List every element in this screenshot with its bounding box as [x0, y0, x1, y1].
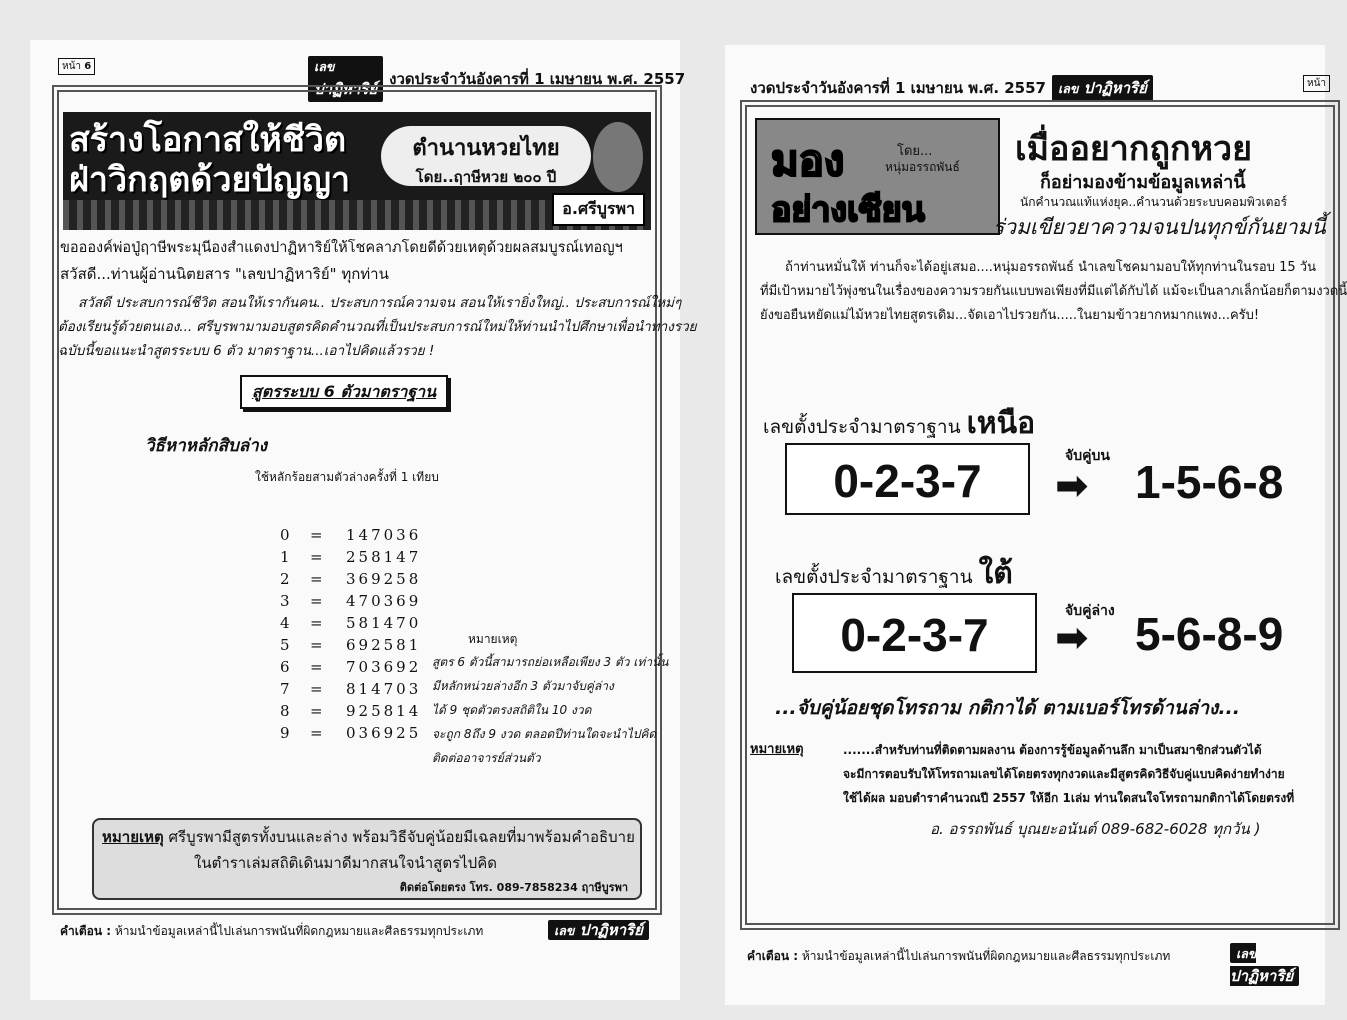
- row-key: 5: [280, 636, 293, 654]
- row-value: 581470: [346, 614, 422, 632]
- equals-sign: =: [310, 702, 326, 720]
- intro-paragraph-1: ถ้าท่านหมั่นให้ ท่านก็จะได้อยู่เสมอ....หนุ่มอรรถพันธ์ นำเลขโชคมามอบให้ทุกท่านในรอบ 15 วัน: [785, 260, 1316, 275]
- footer-note-label: หมายเหตุ: [102, 828, 164, 846]
- column-logo-top: มอง: [771, 136, 845, 185]
- note-line: .......สำหรับท่านที่ติดตามผลงาน ต้องการรู้ข้อมูลด้านลึก มาเป็นสมาชิกส่วนตัวได้: [843, 743, 1262, 757]
- upper-numbers: 0-2-3-7: [785, 443, 1030, 515]
- page-number: 6: [84, 61, 92, 72]
- row-value: 369258: [346, 570, 422, 588]
- row-key: 3: [280, 592, 293, 610]
- lower-numbers: 0-2-3-7: [792, 593, 1037, 673]
- intro-paragraph-3: ฉบับนี้ขอแนะนำสูตรระบบ 6 ตัว มาตราฐาน...เอาไปคิดแล้วรวย !: [58, 343, 435, 359]
- row-key: 0: [280, 526, 293, 544]
- lower-result: 5-6-8-9: [1135, 608, 1284, 660]
- equals-sign: =: [310, 658, 326, 676]
- right-page: [725, 45, 1347, 1005]
- row-value: 925814: [346, 702, 422, 720]
- page-number-badge: [58, 58, 95, 75]
- row-value: 814703: [346, 680, 422, 698]
- formula-title-box: สูตรระบบ 6 ตัวมาตราฐาน: [240, 375, 448, 409]
- note-line: มีหลักหน่วยล่างอีก 3 ตัวมาจับคู่ล่าง: [432, 679, 614, 693]
- equals-sign: =: [310, 570, 326, 588]
- row-key: 2: [280, 570, 293, 588]
- intro-paragraph-2: ที่มีเป้าหมายไว้พุ่งชนในเรื่องของความรวยกันแบบพอเพียงที่มีแต่ได้กับได้ แม้จะเป็นลาภเล็กน้อยก็ตามงวดนี้: [760, 284, 1347, 299]
- magazine-logo: เลข ปาฏิหาริย์: [1052, 75, 1153, 101]
- column-logo: [755, 118, 1000, 235]
- footer-contact: ติดต่อโดยตรง โทร. 089-7858234 ฤาษีบูรพา: [399, 881, 628, 894]
- footer-logo: เลข ปาฏิหาริย์: [548, 920, 649, 940]
- lower-pair-label: จับคู่ล่าง: [1065, 603, 1115, 619]
- signature-line: อ. อรรถพันธ์ บุณยะอนันต์ 089-682-6028 ทุกวัน ): [930, 820, 1261, 838]
- issue-date: งวดประจำวันอังคารที่ 1 เมษายน พ.ศ. 2557: [750, 79, 1046, 97]
- title-banner: [63, 112, 651, 230]
- legend-subtitle: โดย..ฤาษีหวย ๒๐๐ ปี: [415, 168, 557, 186]
- note-line: ติดต่ออาจารย์ส่วนตัว: [432, 751, 541, 765]
- tagline: นักคำนวณแท้แห่งยุค..คำนวนด้วยระบบคอมพิวเตอร์: [1020, 195, 1288, 209]
- note-lines: [843, 738, 1294, 810]
- table-row: [280, 614, 421, 636]
- lower-side: ใต้: [978, 556, 1013, 591]
- note-lines: [432, 650, 668, 770]
- note-line: ได้ 9 ชุดตัวตรงสถิติใน 10 งวด: [432, 703, 592, 717]
- note-title: หมายเหตุ: [750, 742, 804, 757]
- equals-sign: =: [310, 548, 326, 566]
- row-value: 036925: [346, 724, 422, 742]
- column-logo-bottom: อย่างเซียน: [771, 190, 925, 230]
- column-author: หนุ่มอรรถพันธ์: [885, 160, 960, 174]
- table-row: [280, 702, 421, 724]
- equals-sign: =: [310, 636, 326, 654]
- banner-title-2: ฝ่าวิกฤตด้วยปัญญา: [69, 160, 351, 200]
- page-label: หน้า: [62, 61, 82, 72]
- note-line: สูตร 6 ตัวนี้สามารถย่อเหลือเพียง 3 ตัว เท่านั้น: [432, 655, 669, 669]
- intro-paragraph-3: ยังขอยืนหยัดแม่ไม้หวยไทยสูตรเดิม...จัดเอาไปรวยกัน.....ในยามข้าวยากหมากแพง...ครับ!: [760, 308, 1260, 323]
- headline: เมื่ออยากถูกหวย: [1015, 129, 1253, 169]
- left-page: [30, 40, 697, 1000]
- equals-sign: =: [310, 680, 326, 698]
- note-line: ใช้ได้ผล มอบตำราคำนวณปี 2557 ให้อีก 1เล่ม ท่านใดสนใจโทรถามกติกาได้โดยตรงที่: [843, 791, 1295, 805]
- banner-title-1: สร้างโอกาสให้ชีวิต: [69, 120, 347, 160]
- upper-label: เลขตั้งประจำมาตราฐาน เหนือ: [763, 406, 1036, 441]
- warning-text: ห้ามนำข้อมูลเหล่านี้ไปเล่นการพนันที่ผิดกฎหมายและศีลธรรมทุกประเภท: [801, 949, 1171, 963]
- method-title: วิธีหาหลักสิบล่าง: [145, 436, 268, 456]
- equals-sign: =: [310, 592, 326, 610]
- footer-note-line-2: ในตำราเล่มสถิติเดินมาดีมากสนใจนำสูตรไปคิด: [194, 854, 497, 872]
- equals-sign: =: [310, 614, 326, 632]
- table-row: [280, 548, 421, 570]
- note-line: จะมีการตอบรับให้โทรถามเลขได้โดยตรงทุกงวดและมีสูตรคิดวิธีจับคู่แบบคิดง่ายทำง่าย: [843, 767, 1285, 781]
- issue-date: งวดประจำวันอังคารที่ 1 เมษายน พ.ศ. 2557: [389, 70, 686, 88]
- footer-note-box: [92, 818, 642, 900]
- blessing-line: ขออองค์พ่อปู่ฤาษีพระมุนีองสำแดงปาฏิหาริย์ให้โชคลาภโดยดีด้วยเหตุด้วยผลสมบูรณ์เทอญฯ: [60, 240, 623, 256]
- warning-label: คำเตือน :: [747, 949, 799, 963]
- note-line: จะถูก 8ถึง 9 งวด ตลอดปีท่านใดจะนำไปคิด: [432, 727, 657, 741]
- equals-sign: =: [310, 724, 326, 742]
- lower-label: เลขตั้งประจำมาตราฐาน ใต้: [775, 556, 1013, 591]
- hermit-mask-image: [593, 122, 643, 192]
- footer-logo: เลข ปาฏิหาริย์: [1230, 943, 1299, 986]
- row-key: 9: [280, 724, 293, 742]
- equals-sign: =: [310, 526, 326, 544]
- table-row: [280, 570, 421, 592]
- legend-title: ตำนานหวยไทย: [412, 136, 560, 161]
- row-value: 703692: [346, 658, 422, 676]
- table-row: [280, 636, 421, 658]
- arrow-right-icon: ➡: [1055, 615, 1089, 661]
- row-key: 1: [280, 548, 293, 566]
- tip-line: ...จับคู่น้อยชุดโทรถาม กติกาได้ ตามเบอร์โทรด้านล่าง...: [775, 697, 1240, 719]
- warning-label: คำเตือน :: [60, 924, 112, 938]
- upper-side: เหนือ: [966, 406, 1036, 441]
- slogan: ร่วมเขียวยาความจนปนทุกข์กันยามนี้: [993, 215, 1326, 239]
- warning-text: ห้ามนำข้อมูลเหล่านี้ไปเล่นการพนันที่ผิดกฎหมายและศีลธรรมทุกประเภท: [114, 924, 484, 938]
- intro-paragraph-2: ต้องเรียนรู้ด้วยตนเอง... ศรีบูรพามามอบสูตรคิดคำนวณที่เป็นประสบการณ์ใหม่ให้ท่านนำไปศึกษาเพื่อนำทางรวย: [58, 319, 697, 335]
- subheadline: ก็อย่ามองข้ามข้อมูลเหล่านี้: [1040, 172, 1246, 193]
- row-key: 7: [280, 680, 293, 698]
- table-row: [280, 526, 421, 548]
- column-logo-by: โดย...: [897, 144, 933, 159]
- row-key: 6: [280, 658, 293, 676]
- table-row: [280, 658, 421, 680]
- author-badge: อ.ศรีบูรพา: [552, 193, 645, 226]
- table-row: [280, 592, 421, 614]
- arrow-right-icon: ➡: [1055, 463, 1089, 509]
- table-row: [280, 680, 421, 702]
- intro-paragraph-1: สวัสดี ประสบการณ์ชีวิต สอนให้เรากันคน.. ประสบการณ์ความจน สอนให้เรายิ่งใหญ่.. ประสบการณ์ใหม่ๆ: [78, 295, 682, 311]
- row-value: 692581: [346, 636, 422, 654]
- upper-result: 1-5-6-8: [1135, 456, 1284, 508]
- page-label: หน้า: [1303, 75, 1330, 92]
- formula-table: [280, 526, 421, 746]
- table-row: [280, 724, 421, 746]
- row-value: 147036: [346, 526, 422, 544]
- magazine-logo: เลข ปาฏิหาริย์: [308, 56, 383, 102]
- row-value: 470369: [346, 592, 422, 610]
- upper-pair-label: จับคู่บน: [1065, 448, 1110, 464]
- note-title: หมายเหตุ: [468, 632, 518, 646]
- row-value: 258147: [346, 548, 422, 566]
- footer-note-line-1: ศรีบูรพามีสูตรทั้งบนและล่าง พร้อมวิธีจับคู่น้อยมีเฉลยที่มาพร้อมคำอธิบาย: [168, 828, 635, 846]
- method-description: ใช้หลักร้อยสามตัวล่างครั้งที่ 1 เทียบ: [255, 470, 439, 484]
- greeting-line: สวัสดี...ท่านผู้อ่านนิตยสาร "เลขปาฏิหาริย์" ทุกท่าน: [60, 265, 389, 283]
- row-key: 4: [280, 614, 293, 632]
- row-key: 8: [280, 702, 293, 720]
